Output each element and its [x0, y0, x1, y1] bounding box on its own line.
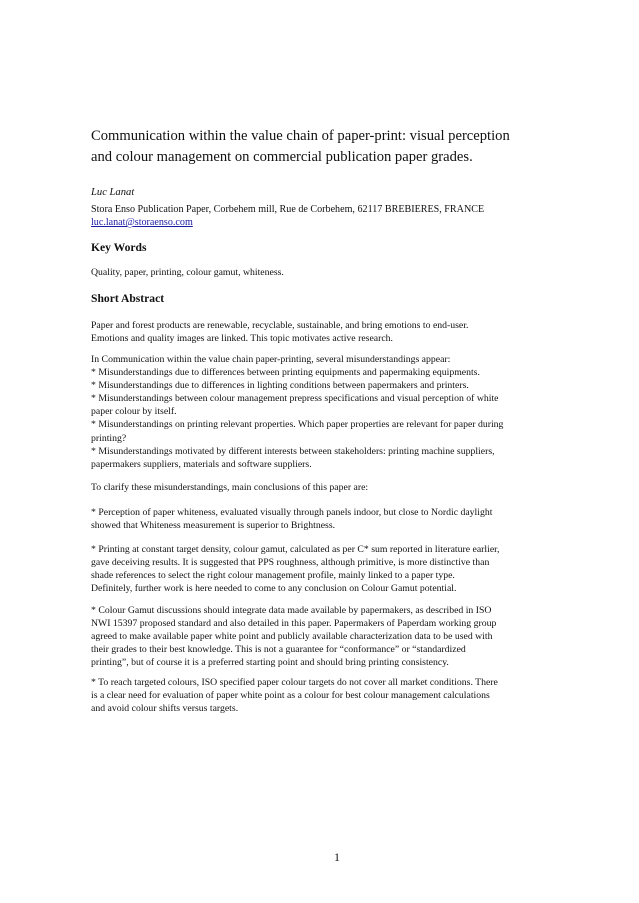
- text-line: and avoid colour shifts versus targets.: [91, 703, 239, 715]
- text-line: is a clear need for evaluation of paper white point as a colour for best colour management calculations: [91, 690, 490, 702]
- abstract-paragraph-2: [91, 353, 553, 471]
- text-line: * Misunderstandings due to differences between printing equipments and papermaking equipments.: [91, 367, 480, 379]
- abstract-paragraph-6: [91, 604, 553, 669]
- text-line: showed that Whiteness measurement is superior to Brightness.: [91, 520, 336, 532]
- text-line: papermakers suppliers, materials and software suppliers.: [91, 458, 312, 470]
- text-line: paper colour by itself.: [91, 406, 177, 418]
- text-line: Emotions and quality images are linked. This topic motivates active research.: [91, 333, 393, 345]
- text-line: * Misunderstandings between colour management prepress specifications and visual perception of white: [91, 393, 499, 405]
- text-line: printing”, but of course it is a preferred starting point and should bring printing consistency.: [91, 657, 449, 669]
- text-line: shade references to select the right colour management profile, mainly linked to a paper type.: [91, 570, 455, 582]
- text-line: gave deceiving results. It is suggested that PPS roughness, although primitive, is more distinctive than: [91, 557, 490, 569]
- abstract-paragraph-3: To clarify these misunderstandings, main conclusions of this paper are:: [91, 482, 369, 493]
- text-line: NWI 15397 proposed standard and also detailed in this paper. Papermakers of Paperdam working group: [91, 618, 497, 630]
- abstract-paragraph-5: [91, 543, 553, 595]
- author-affiliation: [91, 203, 561, 229]
- title-line-2: and colour management on commercial publication paper grades.: [91, 149, 473, 165]
- keywords-heading: Key Words: [91, 241, 147, 254]
- affiliation-text: Stora Enso Publication Paper, Corbehem mill, Rue de Corbehem, 62117 BREBIERES, FRANCE: [91, 204, 485, 215]
- text-line: * To reach targeted colours, ISO specified paper colour targets do not cover all market conditions. There: [91, 677, 498, 688]
- abstract-paragraph-7: [91, 676, 553, 715]
- abstract-paragraph-1: [91, 319, 553, 345]
- text-line: Definitely, further work is here needed to come to any conclusion on Colour Gamut potential.: [91, 583, 457, 595]
- text-line: their grades to their best knowledge. This is not a guarantee for “conformance” or “standardized: [91, 644, 466, 656]
- author-name: Luc Lanat: [91, 187, 135, 198]
- text-line: In Communication within the value chain paper-printing, several misunderstandings appear:: [91, 354, 451, 365]
- text-line: * Misunderstandings on printing relevant properties. Which paper properties are relevant for paper during: [91, 419, 504, 431]
- text-line: * Misunderstandings motivated by different interests between stakeholders: printing machine suppliers,: [91, 445, 495, 457]
- text-line: Paper and forest products are renewable, recyclable, sustainable, and bring emotions to end-user.: [91, 320, 469, 331]
- page-number: 1: [334, 850, 340, 864]
- text-line: * Misunderstandings due to differences in lighting conditions between papermakers and printers.: [91, 380, 469, 392]
- title-line-1: Communication within the value chain of paper-print: visual perception: [91, 128, 510, 144]
- text-line: agreed to make available paper white point and publicly available characterization data to be used with: [91, 631, 493, 643]
- paper-title: [91, 126, 561, 168]
- text-line: * Perception of paper whiteness, evaluated visually through panels indoor, but close to Nordic daylight: [91, 507, 493, 518]
- abstract-heading: Short Abstract: [91, 292, 165, 305]
- abstract-paragraph-4: [91, 506, 553, 532]
- text-line: printing?: [91, 432, 127, 444]
- email-link[interactable]: luc.lanat@storaenso.com: [91, 217, 193, 228]
- text-line: * Colour Gamut discussions should integrate data made available by papermakers, as described in ISO: [91, 605, 492, 616]
- keywords-text: Quality, paper, printing, colour gamut, whiteness.: [91, 267, 284, 278]
- text-line: * Printing at constant target density, colour gamut, calculated as per C* sum reported in literature earlier,: [91, 544, 500, 555]
